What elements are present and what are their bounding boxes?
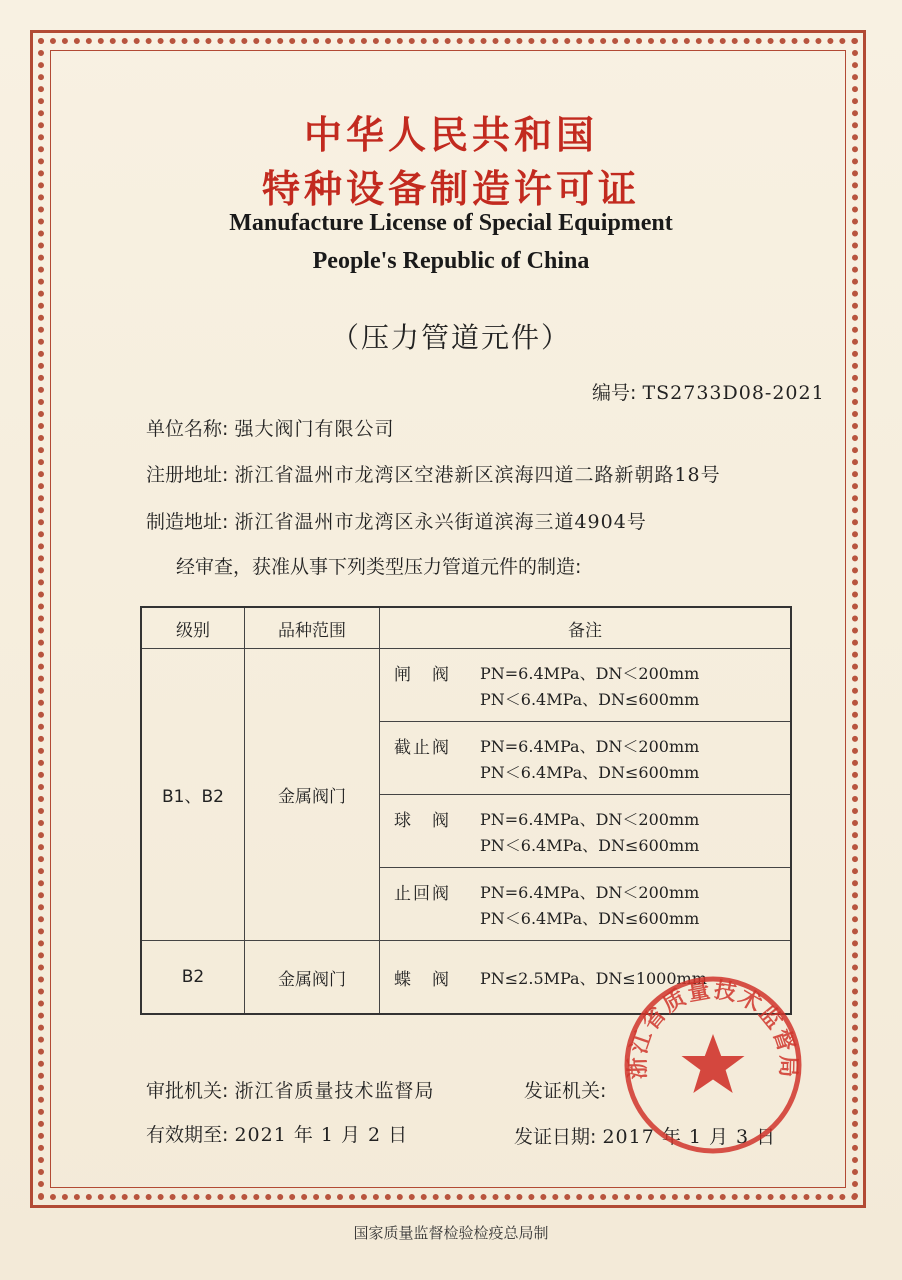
valve-spec: PN=6.4MPa、DN＜200mm [480, 882, 700, 902]
header-level: 级别 [141, 607, 245, 649]
remark-globe-valve [380, 722, 792, 795]
header-remarks: 备注 [380, 607, 792, 649]
title-cn-line1: 中华人民共和国 [303, 113, 598, 157]
official-seal-stamp [620, 972, 806, 1158]
unit-name-value: 强大阀门有限公司 [234, 418, 395, 440]
license-scope-table [140, 606, 792, 1015]
valid-until-label: 有效期至: [146, 1124, 229, 1146]
approval-authority-row [146, 1076, 434, 1103]
valve-name: 球 阀 [394, 810, 451, 831]
group2-scope: 金属阀门 [245, 941, 380, 1015]
manufacturing-address-row [146, 507, 647, 534]
registered-address-label: 注册地址: [146, 464, 229, 486]
seal-text: 浙江省质量技术监督局 [625, 977, 801, 1080]
valve-spec: PN≤2.5MPa、DN≤1000mm [480, 968, 707, 988]
title-en-line2: People's Republic of China [312, 248, 590, 274]
manufacturing-address-label: 制造地址: [146, 511, 229, 533]
valve-spec: PN=6.4MPa、DN＜200mm [480, 663, 700, 683]
remark-check-valve [380, 868, 792, 941]
group1-level: B1、B2 [141, 649, 245, 941]
remark-ball-valve [380, 795, 792, 868]
footer-issuer: 国家质量监督检验检疫总局制 [353, 1224, 549, 1242]
valve-spec: PN=6.4MPa、DN＜200mm [480, 809, 700, 829]
table-row [141, 649, 791, 722]
valve-spec: PN＜6.4MPa、DN≤600mm [480, 689, 700, 709]
title-cn-line2: 特种设备制造许可证 [261, 167, 640, 211]
license-number-label: 编号: [592, 382, 637, 404]
registered-address-value: 浙江省温州市龙湾区空港新区滨海四道二路新朝路18号 [234, 464, 721, 486]
header-scope: 品种范围 [245, 607, 380, 649]
valve-name: 闸 阀 [394, 664, 451, 685]
valve-spec: PN＜6.4MPa、DN≤600mm [480, 908, 700, 928]
group1-scope: 金属阀门 [245, 649, 380, 941]
valve-spec: PN＜6.4MPa、DN≤600mm [480, 835, 700, 855]
valid-until-value: 2021 年 1 月 2 日 [234, 1124, 409, 1146]
issue-date-label: 发证日期: [514, 1126, 597, 1148]
group2-level: B2 [141, 941, 245, 1015]
valve-name: 蝶 阀 [394, 969, 451, 990]
category-title: （压力管道元件） [330, 321, 571, 354]
issue-date-value: 2017 年 1 月 3 日 [602, 1126, 777, 1148]
approval-statement: 经审查，获准从事下列类型压力管道元件的制造: [176, 556, 582, 578]
valve-spec: PN=6.4MPa、DN＜200mm [480, 736, 700, 756]
manufacturing-address-value: 浙江省温州市龙湾区永兴街道滨海三道4904号 [234, 511, 647, 533]
valve-name: 止回阀 [394, 883, 451, 904]
approval-authority-label: 审批机关: [146, 1080, 229, 1102]
valve-spec: PN＜6.4MPa、DN≤600mm [480, 762, 700, 782]
title-en-line1: Manufacture License of Special Equipment [229, 210, 673, 236]
issuing-authority-label: 发证机关: [524, 1080, 607, 1102]
unit-name-row [146, 414, 394, 441]
approval-authority-value: 浙江省质量技术监督局 [234, 1080, 435, 1102]
star-icon [682, 1034, 745, 1093]
license-number-value: TS2733D08-2021 [642, 382, 825, 404]
unit-name-label: 单位名称: [146, 418, 229, 440]
registered-address-row [146, 460, 721, 487]
valid-until-row [146, 1120, 408, 1147]
table-header-row [141, 607, 791, 649]
remark-gate-valve [380, 649, 792, 722]
license-number [592, 378, 825, 405]
valve-name: 截止阀 [394, 737, 451, 758]
